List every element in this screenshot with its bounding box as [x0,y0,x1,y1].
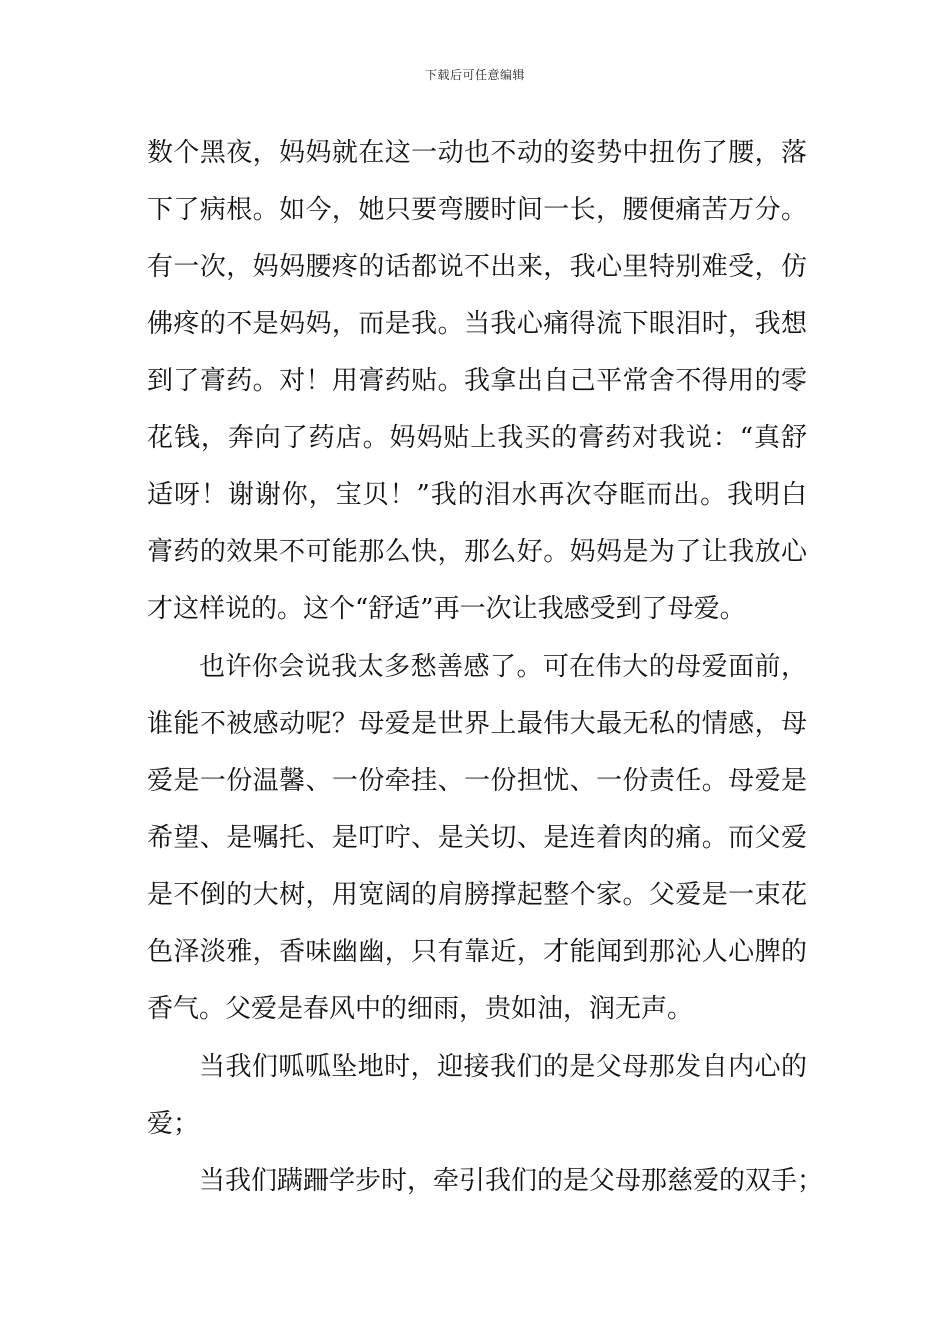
text-line: 佛疼的不是妈妈，而是我。当我心痛得流下眼泪时，我想 [147,309,807,339]
text-line: 数个黑夜，妈妈就在这一动也不动的姿势中扭伤了腰，落 [147,138,807,168]
text-line: 色泽淡雅，香味幽幽，只有靠近，才能闻到那沁人心脾的 [147,937,807,967]
text-line: 爱是一份温馨、一份牵挂、一份担忧、一份责任。母爱是 [147,766,807,796]
text-line: 花钱，奔向了药店。妈妈贴上我买的膏药对我说：“真舒 [147,423,807,453]
text-line: 才这样说的。这个“舒适”再一次让我感受到了母爱。 [147,594,746,624]
paragraph-first-line: 当我们呱呱坠地时，迎接我们的是父母那发自内心的 [199,1052,807,1082]
text-line: 有一次，妈妈腰疼的话都说不出来，我心里特别难受，仿 [147,252,807,282]
text-line: 到了膏药。对！用膏药贴。我拿出自己平常舍不得用的零 [147,366,807,396]
text-line: 适呀！谢谢你，宝贝！”我的泪水再次夺眶而出。我明白 [147,480,807,510]
paragraph-first-line: 也许你会说我太多愁善感了。可在伟大的母爱面前， [199,652,807,682]
text-line: 是不倒的大树，用宽阔的肩膀撑起整个家。父爱是一束花 [147,880,807,910]
text-line: 香气。父爱是春风中的细雨，贵如油，润无声。 [147,994,694,1024]
text-line: 膏药的效果不可能那么快，那么好。妈妈是为了让我放心 [147,537,807,567]
text-line: 希望、是嘱托、是叮咛、是关切、是连着肉的痛。而父爱 [147,823,807,853]
paragraph-first-line: 当我们蹒跚学步时，牵引我们的是父母那慈爱的双手； [199,1166,824,1196]
text-line: 下了病根。如今，她只要弯腰时间一长，腰便痛苦万分。 [147,195,807,225]
header-note: 下载后可任意编辑 [424,68,525,82]
text-line: 爱； [147,1109,200,1139]
text-line: 谁能不被感动呢？母爱是世界上最伟大最无私的情感，母 [147,709,807,739]
